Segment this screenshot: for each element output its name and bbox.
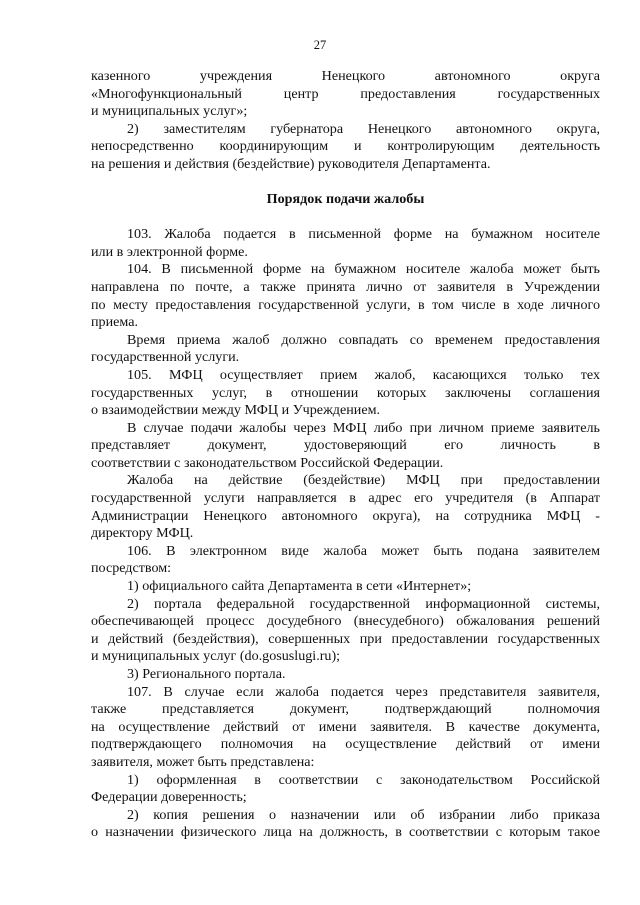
text-line: В случае подачи жалобы через МФЦ либо при личном приеме заявитель: [127, 419, 600, 436]
text-line: посредством:: [91, 560, 172, 577]
text-line: подтверждающего полномочия на осуществление действий от имени: [91, 736, 600, 753]
text-line: обеспечивающей процесс досудебного (внесудебного) обжалования решений: [91, 613, 600, 630]
text-line: 106. В электронном виде жалоба может быть подана заявителем: [127, 542, 600, 559]
text-line: 3) Регионального портала.: [127, 666, 286, 682]
text-line: о взаимодействии между МФЦ и Учреждением.: [91, 402, 381, 419]
text-line: Жалоба на действие (бездействие) МФЦ при предоставлении: [127, 472, 600, 489]
text-line: направлена по почте, а также принята лично от заявителя в Учреждении: [91, 278, 600, 295]
text-line: 103. Жалоба подается в письменной форме на бумажном носителе: [127, 226, 600, 243]
text-line: 107. В случае если жалоба подается через представителя заявителя,: [127, 683, 600, 700]
page-number: 27: [313, 38, 327, 52]
text-line: 1) официального сайта Департамента в сети «Интернет»;: [127, 578, 472, 595]
document-body: [91, 68, 600, 842]
text-line: «Многофункциональный центр предоставления государственных: [91, 85, 600, 102]
text-line: непосредственно координирующим и контролирующим деятельность: [91, 138, 600, 155]
text-line: и действий (бездействия), совершенных при предоставлении государственных: [91, 630, 600, 647]
text-line: 2) портала федеральной государственной информационной системы,: [127, 595, 600, 612]
text-line: Федерации доверенность;: [91, 789, 247, 806]
text-line: 104. В письменной форме на бумажном носителе жалоба может быть: [127, 261, 600, 278]
text-line: Администрации Ненецкого автономного округа), на сотрудника МФЦ -: [91, 507, 600, 524]
section-heading: Порядок подачи жалобы: [266, 190, 425, 207]
text-line: директору МФЦ.: [91, 525, 194, 542]
text-line: соответствии с законодательством Российской Федерации.: [91, 454, 444, 471]
text-line: по месту предоставления государственной услуги, в том числе в ходе личного: [91, 296, 600, 313]
text-line: 2) копия решения о назначении или об избрании либо приказа: [127, 806, 600, 823]
text-line: государственных услуг, в отношении которых заключены соглашения: [91, 384, 600, 401]
text-line: Время приема жалоб должно совпадать со временем предоставления: [127, 331, 600, 348]
text-line: заявителя, может быть представлена:: [91, 753, 315, 770]
text-line: государственной услуги направляется в адрес его учредителя (в Аппарат: [91, 490, 600, 507]
text-line: или в электронной форме.: [91, 243, 248, 260]
text-line: 1) оформленная в соответствии с законодательством Российской: [127, 771, 600, 788]
text-line: представляет документ, удостоверяющий его личность в: [91, 437, 600, 454]
text-line: о назначении физического лица на должность, в соответствии с которым такое: [91, 824, 600, 841]
text-line: на решения и действия (бездействие) руководителя Департамента.: [91, 155, 491, 172]
text-line: приема.: [91, 314, 138, 331]
text-line: и муниципальных услуг»;: [91, 103, 248, 120]
text-line: 2) заместителям губернатора Ненецкого автономного округа,: [127, 120, 600, 137]
text-line: казенного учреждения Ненецкого автономного округа: [91, 68, 600, 84]
text-line: 105. МФЦ осуществляет прием жалоб, касающихся только тех: [127, 366, 600, 383]
text-line: и муниципальных услуг (do.gosuslugi.ru);: [91, 648, 341, 665]
text-line: также представляется документ, подтверждающий полномочия: [91, 701, 600, 718]
text-line: государственной услуги.: [91, 349, 240, 366]
text-line: на осуществление действий от имени заявителя. В качестве документа,: [91, 718, 600, 735]
